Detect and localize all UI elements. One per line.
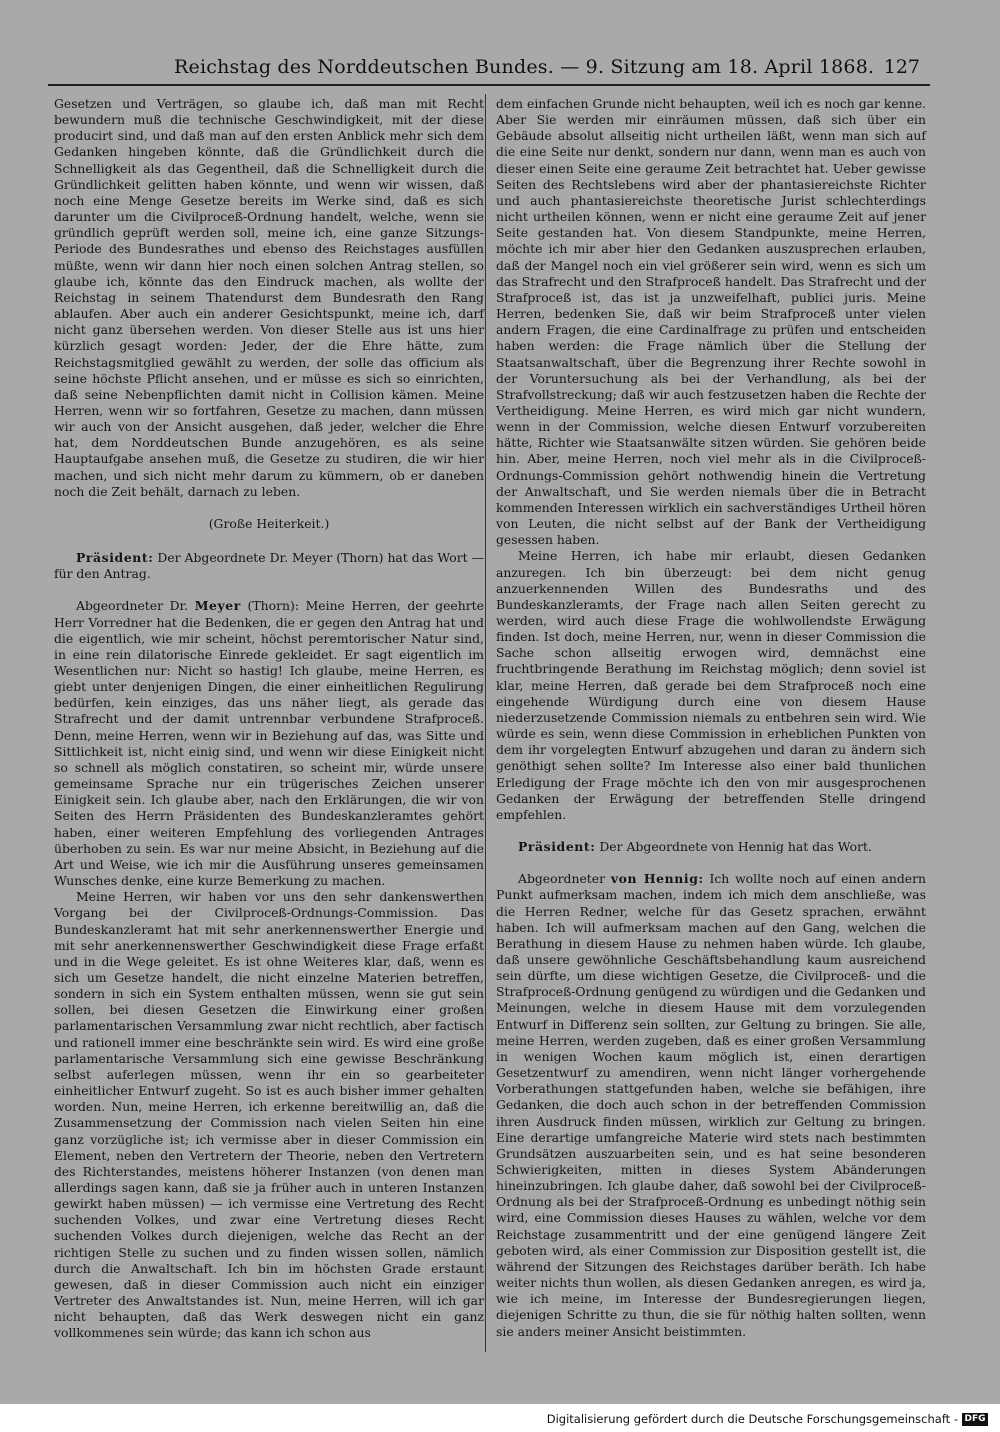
funding-note: Digitalisierung gefördert durch die Deutsche Forschungsgemeinschaft - bbox=[546, 1412, 958, 1426]
president-statement bbox=[54, 550, 484, 582]
interjection: (Große Heiterkeit.) bbox=[208, 515, 330, 531]
footer-bar bbox=[0, 1404, 1000, 1432]
president-statement bbox=[496, 839, 926, 855]
speech bbox=[496, 871, 926, 1340]
speech bbox=[54, 598, 484, 889]
column-divider bbox=[485, 94, 486, 1352]
paragraph: Meine Herren, wir haben vor uns den sehr dankenswerthen Vorgang bei der Civilproceß-Ordnungs-Commission. Das Bundeskanzleramt hat mit sehr anerkennenswerther Energie und mit sehr anerkennenswerther Geschwindigkeit diese Frage erfaßt und in die Wege geleitet. Es ist ohne Weiteres klar, daß, wenn es sich um Gesetze handelt, die nicht einzelne Materien betreffen, sondern in sich ein System enthalten müssen, wenn sie gut sein sollen, bei diesen Gesetzen die Einwirkung einer großen parlamentarischen Versammlung zwar nicht rechtlich, aber factisch und rationell immer eine beschränkte sein wird. Es wird eine große parlamentarische Versammlung sich eine gewisse Beschränkung selbst auferlegen müssen, wenn ihr ein so gearbeiteter einheitlicher Entwurf zugeht. So ist es auch bisher immer gehalten worden. Nun, meine Herren, ich erkenne bereitwillig an, daß die Zusammensetzung der Commission nach vielen Seiten hin eine ganz vorzügliche ist; ich vermisse aber in dieser Commission ein Element, neben den Vertretern der Theorie, neben den Vertretern des Richterstandes, meistens höherer Instanzen (von denen man allerdings sagen kann, daß sie ja früher auch in unteren Instanzen gewirkt haben müssen) — ich vermisse eine Vertretung des Recht suchenden Volkes, und zwar eine Vertretung dieses Recht suchenden Volkes durch diejenigen, welche das Recht an der richtigen Stelle zu suchen und zu finden wissen sollen, nämlich durch die Anwaltschaft. Ich bin im höchsten Grade erstaunt gewesen, daß in dieser Commission auch nicht ein einziger Vertreter des Anwaltstandes ist. Nun, meine Herren, will ich gar nicht behaupten, daß das Werk deswegen nicht ein ganz vollkommenes sein würde; das kann ich schon aus bbox=[54, 889, 484, 1341]
speech-text: Ich wollte noch auf einen andern Punkt aufmerksam machen, indem ich mich dem anschließe, was die Herren Redner, welche für das Gesetz sprachen, erwähnt haben. Ich will aufmerksam machen auf den Gang, welchen die Berathung in diesem Hause zu nehmen haben würde. Ich glaube, daß unsere gewöhnliche Geschäftsbehandlung kaum ausreichend sein dürfte, um diese wichtigen Gesetze, die Civilproceß- und die Strafproceß-Ordnung genügend zu würdigen und die Gedanken und Meinungen, welche in diesem Hause mit dem vorzulegenden Entwurf in Differenz sein sollten, zur Geltung zu bringen. Sie alle, meine Herren, werden zugeben, daß es einer großen Versammlung in wenigen Wochen kaum möglich ist, einen derartigen Gesetzentwurf zu amendiren, wenn nicht länger vorhergehende Vorberathungen stattgefunden haben, welche sie befähigen, ihre Gedanken, die doch auch schon in der betreffenden Commission ihren Ausdruck finden müssen, wirklich zur Geltung zu bringen. Eine derartige umfangreiche Materie wird stets nach bestimmten Grundsätzen auszuarbeiten sein, und es hat seine besonderen Schwierigkeiten, mitten in dieses System Abänderungen hineinzubringen. Ich glaube daher, daß sowohl bei der Civilproceß-Ordnung als bei der Strafproceß-Ordnung es unbedingt nöthig sein wird, eine Commission dieses Hauses zu wählen, welche vor dem Reichstage zusammentritt und der eine genügend längere Zeit geboten wird, als einer Commission zur Disposition gestellt ist, die während der Sitzungen des Reichstages darüber beräth. Ich habe weiter nichts thun wollen, als diesen Gedanken anregen, es wird ja, wie ich meine, im Interesse der Bundesregierungen liegen, diejenigen Schritte zu thun, die sie für nöthig halten sollten, wenn sie anders meiner Ansicht beistimmten. bbox=[496, 871, 926, 1339]
speaker-name: von Hennig: bbox=[610, 871, 704, 887]
paragraph: Gesetzen und Verträgen, so glaube ich, daß man mit Recht bewundern muß die technische Geschwindigkeit, mit der diese producirt sind, und daß man auf den ersten Anblick mehr sich dem Gedanken hingeben könnte, daß die Gründlichkeit durch die Schnelligkeit als das Gegentheil, daß die Schnelligkeit durch die Gründlichkeit gelitten haben könnte, und wenn wir wissen, daß noch eine Menge Gesetze bereits im Werke sind, daß es sich darunter um die Civilproceß-Ordnung handelt, welche, wenn sie gründlich geprüft werden soll, meine ich, eine ganze Sitzungs-Periode des Bundesrathes und ebenso des Reichstages ausfüllen müßte, wenn wir dann hier noch einen solchen Antrag stellen, so glaube ich, könnte das den Eindruck machen, als wollte der Reichstag in seinem Thatendurst dem Bundesrath den Rang ablaufen. Aber auch ein anderer Gesichtspunkt, meine ich, darf nicht ganz übersehen werden. Von dieser Stelle aus ist uns hier kürzlich gesagt worden: Jeder, der die Ehre hätte, zum Reichstagsmitglied gewählt zu werden, der solle das officium als seine höchste Pflicht ansehen, und er müsse es sich so einrichten, daß seine Nebenpflichten damit nicht in Collision kämen. Meine Herren, wenn wir so fortfahren, Gesetze zu machen, dann müssen wir auch von der Ansicht ausgehen, daß jeder, welcher die Ehre hat, dem Norddeutschen Bunde anzugehören, es als seine Hauptaufgabe ansehen muß, die Gesetze zu studiren, die wir hier machen, und sich nicht mehr darum zu kümmern, ob er daneben noch die Zeit behält, darnach zu leben. bbox=[54, 96, 484, 499]
running-header bbox=[48, 56, 930, 86]
speaker-intro: Abgeordneter bbox=[518, 871, 606, 887]
running-title: Reichstag des Norddeutschen Bundes. — 9. Sitzung am 18. April 1868. bbox=[174, 56, 875, 78]
left-column bbox=[54, 96, 484, 1342]
speech-text: (Thorn): Meine Herren, der geehrte Herr Vorredner hat die Bedenken, die er gegen den Antrag hat und die eigentlich, wie mir scheint, höchst peremtorischer Natur sind, in eine rein dilatorische Einrede gekleidet. Er sagt eigentlich im Wesentlichen nur: Nicht so hastig! Ich glaube, meine Herren, es giebt unter denjenigen Dingen, die einer einheitlichen Regulirung bedürfen, kein einziges, das uns näher liegt, als gerade das Strafrecht und der damit untrennbar verbundene Strafproceß. Denn, meine Herren, wenn wir in Beziehung auf das, was Sitte und Sittlichkeit ist, nicht einig sind, und wenn wir diese Einigkeit nicht so schnell als möglich constatiren, so scheint mir, würde unsere gemeinsame Sprache nur ein trügerisches Zeichen unserer Einigkeit sein. Ich glaube aber, nach den Erklärungen, die wir von Seiten des Herrn Präsidenten des Bundeskanzleramtes gehört haben, einer weiteren Empfehlung des vorliegenden Antrages überhoben zu sein. Es war nur meine Absicht, in Beziehung auf die Art und Weise, wie ich mir die Ausführung unseres gemeinsamen Wunsches denke, eine kurze Bemerkung zu machen. bbox=[54, 598, 484, 889]
paragraph: Meine Herren, ich habe mir erlaubt, diesen Gedanken anzuregen. Ich bin überzeugt: bei dem nicht genug anzuerkennenden Willen des Bundesraths und des Bundeskanzleramts, der Frage nach allen Seiten gerecht zu werden, wird auch diese Frage die wohlwollendste Erwägung finden. Ist doch, meine Herren, nur, wenn in dieser Commission die Sache schon allseitig erwogen wird, demnächst eine fruchtbringende Berathung im Reichstag möglich; denn soviel ist klar, meine Herren, daß gerade bei dem Strafproceß noch eine eingehende Würdigung durch eine von diesem Hause niederzusetzende Commission niemals zu entbehren sein wird. Wie würde es sein, wenn diese Commission in erheblichen Punkten von dem ihr vorgelegten Entwurf abzugehen und daran zu ändern sich genöthigt sehen sollte? Im Interesse also einer bald thunlichen Erledigung der Frage möchte ich den von mir ausgesprochenen Gedanken der Erwägung der betreffenden Stelle dringend empfehlen. bbox=[496, 548, 926, 822]
page-number: 127 bbox=[883, 56, 920, 78]
speaker-label: Präsident: bbox=[76, 550, 154, 566]
paragraph: dem einfachen Grunde nicht behaupten, weil ich es noch gar kenne. Aber Sie werden mir einräumen müssen, daß sich über ein Gebäude absolut allseitig nicht urtheilen läßt, wenn man sich auf die eine Seite nur denkt, sondern nur dann, wenn man es auch von dieser einen Seite eine geraume Zeit betrachtet hat. Ueber gewisse Seiten des Rechtslebens wird aber der phantasiereichste Richter und auch phantasiereichste theoretische Jurist schlechterdings nicht urtheilen können, wenn er nicht eine geraume Zeit auf jener Seite gestanden hat. Von diesem Standpunkte, meine Herren, möchte ich mir aber hier den Gedanken auszusprechen erlauben, daß der Mangel noch ein viel größerer sein wird, wenn es sich um das Strafrecht und den Strafproceß handelt. Das Strafrecht und der Strafproceß ist, das ist ja unzweifelhaft, publici juris. Meine Herren, bedenken Sie, daß wir beim Strafproceß unter vielen andern Fragen, die eine Cardinalfrage zu prüfen und entscheiden haben werden: die Frage nämlich über die Stellung der Staatsanwaltschaft, über die Begrenzung ihrer Rechte sowohl in der Voruntersuchung als bei der Verhandlung, als bei der Strafvollstreckung; daß wir auch festzusetzen haben die Rechte der Vertheidigung. Meine Herren, es wird mich gar nicht wundern, wenn in der Commission, welche diesen Entwurf vorzubereiten hätte, Richter wie Staatsanwälte sitzen würden. Sie gehören beide hin. Aber, meine Herren, noch viel mehr als in die Civilproceß-Ordnungs-Commission gehört nothwendig hinein die Vertretung der Anwaltschaft, und Sie werden niemals über die in Betracht kommenden Interessen wirklich ein sachverständiges Urtheil hören von Leuten, die nicht selbst auf der Bank der Vertheidigung gesessen haben. bbox=[496, 96, 926, 548]
dfg-logo: DFG bbox=[962, 1413, 988, 1426]
right-column bbox=[496, 96, 926, 1340]
statement-text: Der Abgeordnete Dr. Meyer (Thorn) hat das Wort — für den Antrag. bbox=[54, 550, 484, 582]
speaker-intro: Abgeordneter Dr. bbox=[76, 598, 189, 614]
speaker-name: Meyer bbox=[194, 598, 241, 614]
speaker-label: Präsident: bbox=[518, 839, 596, 855]
statement-text: Der Abgeordnete von Hennig hat das Wort. bbox=[599, 839, 872, 855]
